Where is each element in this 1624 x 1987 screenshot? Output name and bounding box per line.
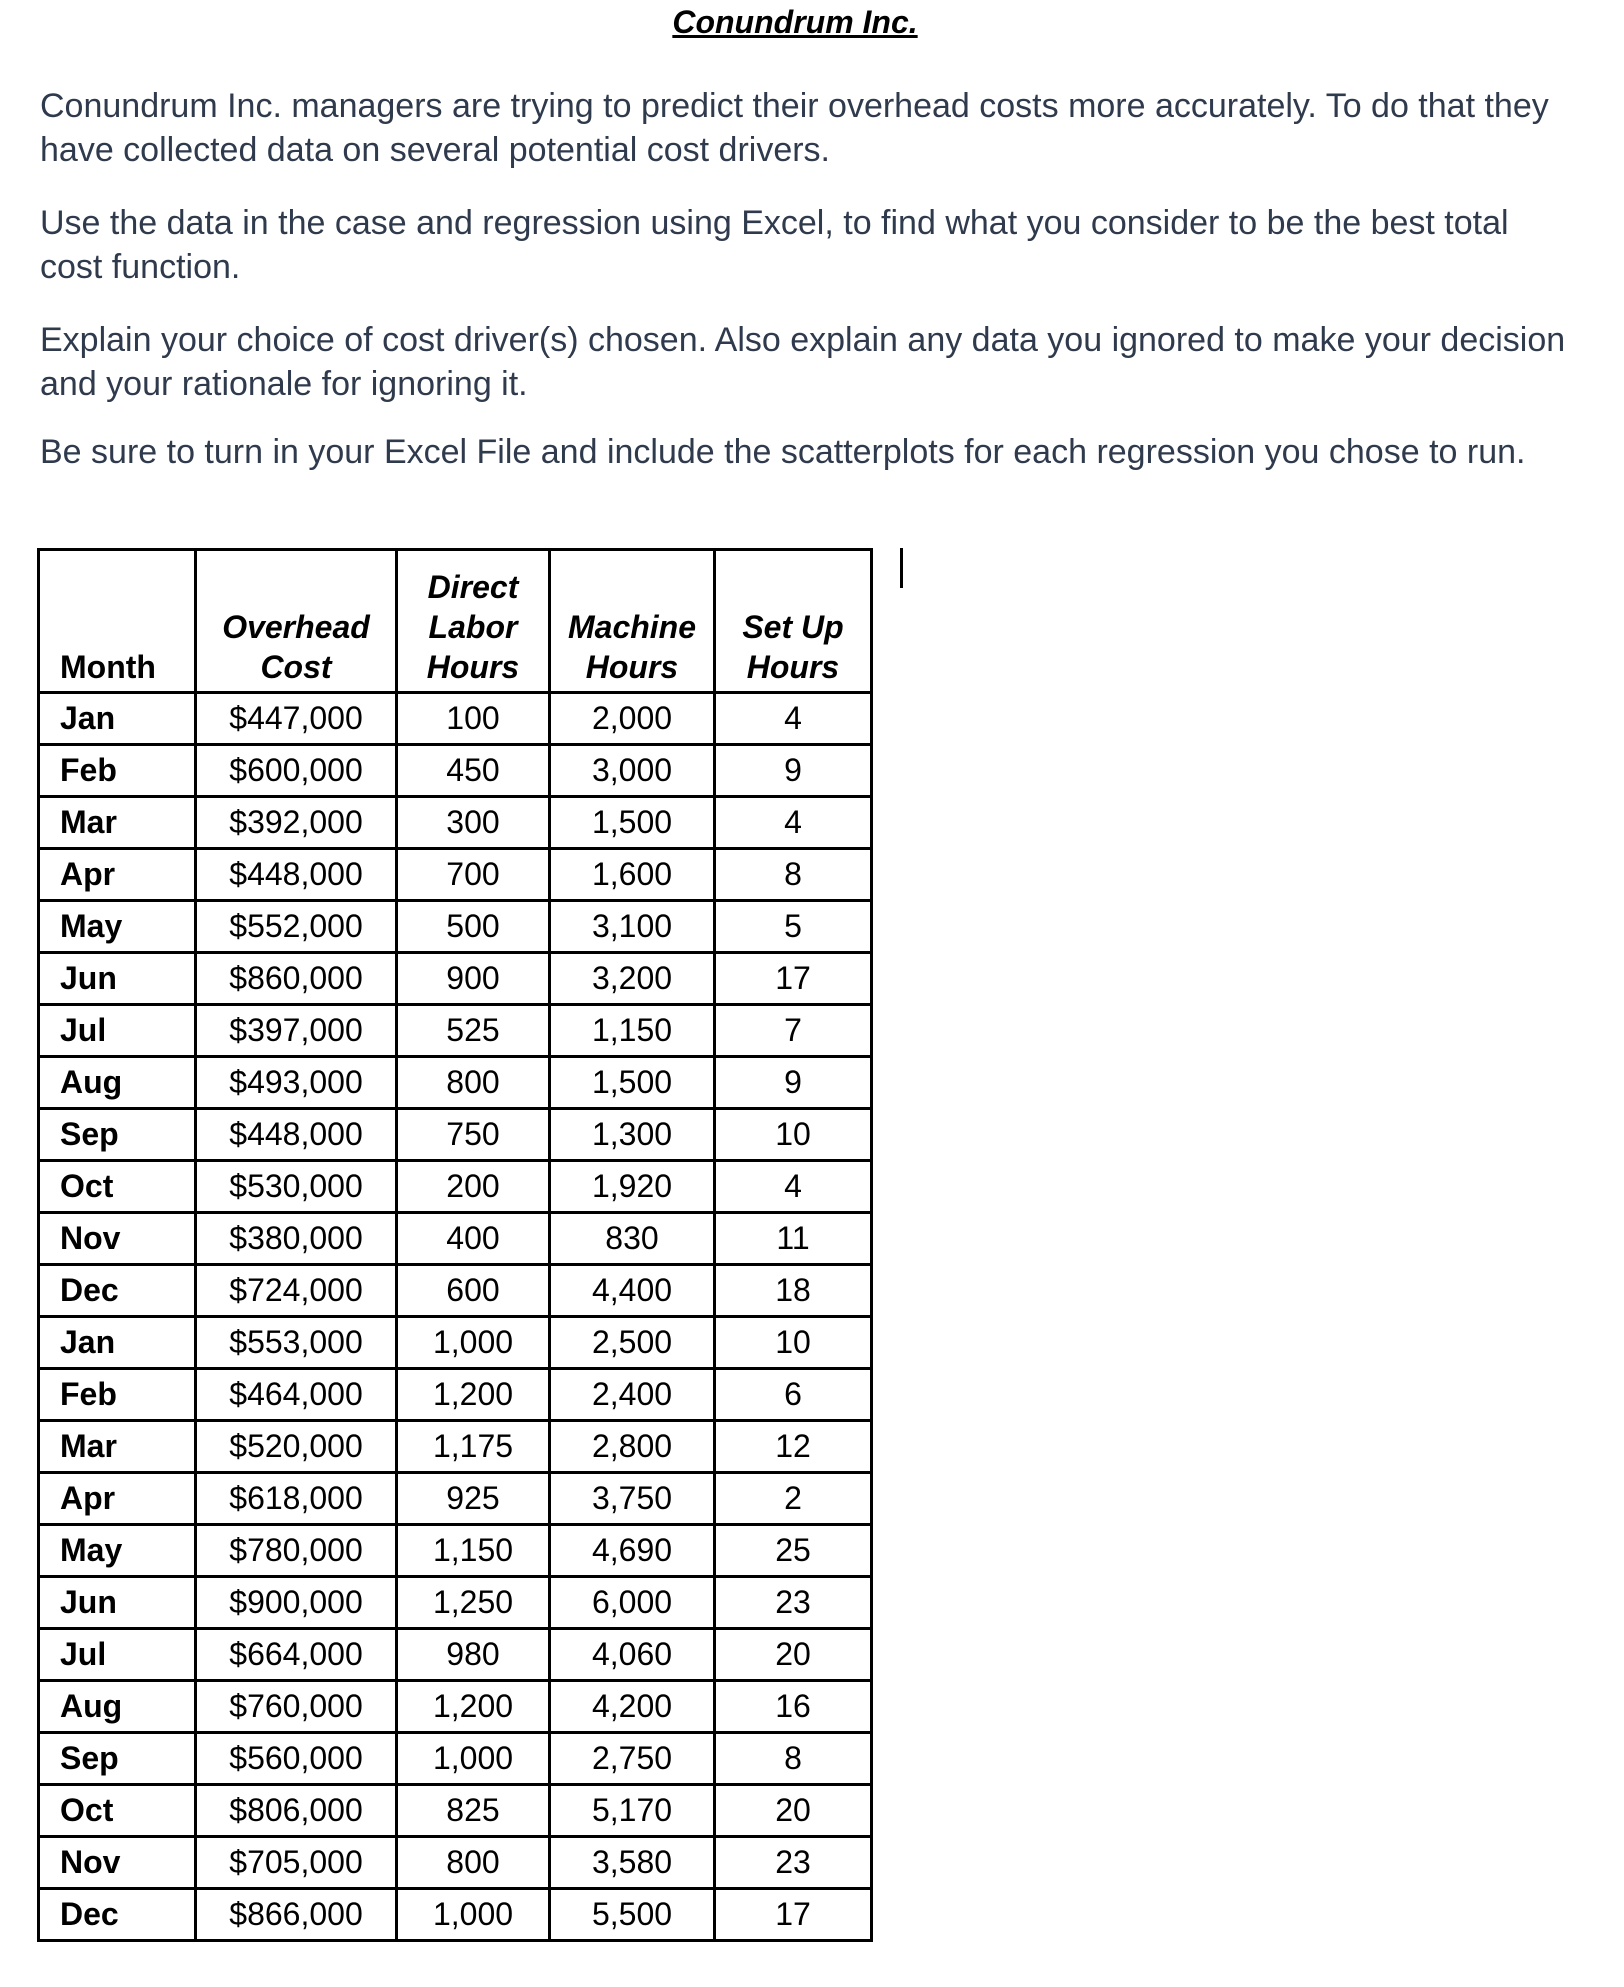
machine-hours-cell: 830 (550, 1213, 715, 1265)
machine-hours-cell: 2,500 (550, 1317, 715, 1369)
setup-hours-cell: 4 (715, 693, 872, 745)
direct-labor-hours-cell: 200 (397, 1161, 550, 1213)
header-machine-hours: Machine Hours (550, 550, 715, 693)
table-row (39, 1473, 872, 1525)
direct-labor-hours-cell: 300 (397, 797, 550, 849)
table-row (39, 1525, 872, 1577)
setup-hours-cell: 4 (715, 797, 872, 849)
month-cell: Sep (39, 1109, 196, 1161)
table-row (39, 693, 872, 745)
intro-paragraph: Conundrum Inc. managers are trying to predict their overhead costs more accurately. To do that they have collected data on several potential cost drivers. (40, 87, 1549, 169)
direct-labor-hours-cell: 1,250 (397, 1577, 550, 1629)
month-cell: Apr (39, 1473, 196, 1525)
machine-hours-cell: 6,000 (550, 1577, 715, 1629)
month-cell: Mar (39, 797, 196, 849)
direct-labor-hours-cell: 525 (397, 1005, 550, 1057)
month-cell: Sep (39, 1733, 196, 1785)
month-cell: Jan (39, 693, 196, 745)
machine-hours-cell: 1,300 (550, 1109, 715, 1161)
setup-hours-cell: 12 (715, 1421, 872, 1473)
month-cell: Nov (39, 1837, 196, 1889)
overhead-cost-cell: $530,000 (196, 1161, 397, 1213)
setup-hours-cell: 8 (715, 1733, 872, 1785)
setup-hours-cell: 7 (715, 1005, 872, 1057)
instruction-paragraph: Use the data in the case and regression using Excel, to find what you consider to be the best total cost function. (40, 204, 1509, 286)
table-row (39, 1317, 872, 1369)
table-row (39, 1681, 872, 1733)
machine-hours-cell: 3,580 (550, 1837, 715, 1889)
month-cell: Oct (39, 1785, 196, 1837)
overhead-cost-cell: $600,000 (196, 745, 397, 797)
submission-paragraph: Be sure to turn in your Excel File and include the scatterplots for each regression you chose to run. (40, 433, 1526, 471)
direct-labor-hours-cell: 700 (397, 849, 550, 901)
overhead-cost-cell: $493,000 (196, 1057, 397, 1109)
table-row (39, 1889, 872, 1941)
overhead-cost-cell: $806,000 (196, 1785, 397, 1837)
machine-hours-cell: 1,500 (550, 797, 715, 849)
machine-hours-cell: 5,170 (550, 1785, 715, 1837)
direct-labor-hours-cell: 1,000 (397, 1317, 550, 1369)
table-row (39, 1629, 872, 1681)
header-setup-hours: Set Up Hours (715, 550, 872, 693)
direct-labor-hours-cell: 925 (397, 1473, 550, 1525)
table-row (39, 745, 872, 797)
machine-hours-cell: 4,060 (550, 1629, 715, 1681)
setup-hours-cell: 9 (715, 745, 872, 797)
machine-hours-cell: 1,500 (550, 1057, 715, 1109)
month-cell: Nov (39, 1213, 196, 1265)
overhead-cost-cell: $397,000 (196, 1005, 397, 1057)
overhead-cost-cell: $760,000 (196, 1681, 397, 1733)
machine-hours-cell: 4,200 (550, 1681, 715, 1733)
month-cell: Jun (39, 1577, 196, 1629)
overhead-cost-cell: $900,000 (196, 1577, 397, 1629)
month-cell: May (39, 1525, 196, 1577)
table-row (39, 797, 872, 849)
table-row (39, 1733, 872, 1785)
table-row (39, 1577, 872, 1629)
month-cell: Feb (39, 1369, 196, 1421)
setup-hours-cell: 23 (715, 1837, 872, 1889)
overhead-cost-cell: $618,000 (196, 1473, 397, 1525)
direct-labor-hours-cell: 500 (397, 901, 550, 953)
overhead-cost-cell: $464,000 (196, 1369, 397, 1421)
setup-hours-cell: 5 (715, 901, 872, 953)
setup-hours-cell: 25 (715, 1525, 872, 1577)
table-header-row (39, 550, 872, 693)
overhead-cost-cell: $780,000 (196, 1525, 397, 1577)
overhead-cost-cell: $392,000 (196, 797, 397, 849)
overhead-cost-cell: $553,000 (196, 1317, 397, 1369)
machine-hours-cell: 2,400 (550, 1369, 715, 1421)
table-row (39, 1005, 872, 1057)
table-row (39, 1837, 872, 1889)
setup-hours-cell: 11 (715, 1213, 872, 1265)
direct-labor-hours-cell: 1,000 (397, 1889, 550, 1941)
month-cell: May (39, 901, 196, 953)
month-cell: Jan (39, 1317, 196, 1369)
table-body (39, 693, 872, 1941)
machine-hours-cell: 3,000 (550, 745, 715, 797)
overhead-cost-cell: $448,000 (196, 849, 397, 901)
direct-labor-hours-cell: 1,175 (397, 1421, 550, 1473)
month-cell: Oct (39, 1161, 196, 1213)
setup-hours-cell: 23 (715, 1577, 872, 1629)
month-cell: Feb (39, 745, 196, 797)
machine-hours-cell: 1,920 (550, 1161, 715, 1213)
table-row (39, 1421, 872, 1473)
month-cell: Aug (39, 1681, 196, 1733)
machine-hours-cell: 1,150 (550, 1005, 715, 1057)
month-cell: Dec (39, 1889, 196, 1941)
direct-labor-hours-cell: 100 (397, 693, 550, 745)
document-title: Conundrum Inc. (672, 4, 918, 40)
table-row (39, 1369, 872, 1421)
header-direct-labor-hours: Direct Labor Hours (397, 550, 550, 693)
header-month: Month (39, 550, 196, 693)
setup-hours-cell: 20 (715, 1629, 872, 1681)
overhead-cost-cell: $552,000 (196, 901, 397, 953)
direct-labor-hours-cell: 1,200 (397, 1681, 550, 1733)
table-row (39, 1057, 872, 1109)
overhead-cost-cell: $664,000 (196, 1629, 397, 1681)
month-cell: Dec (39, 1265, 196, 1317)
direct-labor-hours-cell: 825 (397, 1785, 550, 1837)
table-row (39, 901, 872, 953)
direct-labor-hours-cell: 1,150 (397, 1525, 550, 1577)
direct-labor-hours-cell: 600 (397, 1265, 550, 1317)
overhead-cost-cell: $520,000 (196, 1421, 397, 1473)
setup-hours-cell: 8 (715, 849, 872, 901)
setup-hours-cell: 6 (715, 1369, 872, 1421)
setup-hours-cell: 10 (715, 1317, 872, 1369)
direct-labor-hours-cell: 800 (397, 1837, 550, 1889)
machine-hours-cell: 3,100 (550, 901, 715, 953)
setup-hours-cell: 2 (715, 1473, 872, 1525)
table-row (39, 1785, 872, 1837)
machine-hours-cell: 2,750 (550, 1733, 715, 1785)
setup-hours-cell: 18 (715, 1265, 872, 1317)
machine-hours-cell: 3,200 (550, 953, 715, 1005)
month-cell: Jul (39, 1005, 196, 1057)
table-row (39, 1265, 872, 1317)
direct-labor-hours-cell: 750 (397, 1109, 550, 1161)
text-cursor (900, 548, 903, 588)
direct-labor-hours-cell: 900 (397, 953, 550, 1005)
setup-hours-cell: 9 (715, 1057, 872, 1109)
month-cell: Apr (39, 849, 196, 901)
setup-hours-cell: 17 (715, 1889, 872, 1941)
direct-labor-hours-cell: 800 (397, 1057, 550, 1109)
month-cell: Jul (39, 1629, 196, 1681)
overhead-cost-cell: $560,000 (196, 1733, 397, 1785)
machine-hours-cell: 4,690 (550, 1525, 715, 1577)
overhead-cost-cell: $866,000 (196, 1889, 397, 1941)
overhead-cost-cell: $447,000 (196, 693, 397, 745)
cost-data-table (37, 548, 873, 1942)
table-row (39, 1109, 872, 1161)
setup-hours-cell: 16 (715, 1681, 872, 1733)
overhead-cost-cell: $448,000 (196, 1109, 397, 1161)
table-row (39, 953, 872, 1005)
machine-hours-cell: 5,500 (550, 1889, 715, 1941)
overhead-cost-cell: $860,000 (196, 953, 397, 1005)
direct-labor-hours-cell: 1,000 (397, 1733, 550, 1785)
overhead-cost-cell: $705,000 (196, 1837, 397, 1889)
explanation-paragraph: Explain your choice of cost driver(s) chosen. Also explain any data you ignored to make your decision and your rationale for ignoring it. (40, 321, 1566, 403)
table-row (39, 1213, 872, 1265)
machine-hours-cell: 2,800 (550, 1421, 715, 1473)
month-cell: Aug (39, 1057, 196, 1109)
table-row (39, 849, 872, 901)
month-cell: Jun (39, 953, 196, 1005)
machine-hours-cell: 1,600 (550, 849, 715, 901)
direct-labor-hours-cell: 980 (397, 1629, 550, 1681)
setup-hours-cell: 17 (715, 953, 872, 1005)
overhead-cost-cell: $380,000 (196, 1213, 397, 1265)
setup-hours-cell: 4 (715, 1161, 872, 1213)
direct-labor-hours-cell: 400 (397, 1213, 550, 1265)
month-cell: Mar (39, 1421, 196, 1473)
machine-hours-cell: 2,000 (550, 693, 715, 745)
table-row (39, 1161, 872, 1213)
machine-hours-cell: 3,750 (550, 1473, 715, 1525)
machine-hours-cell: 4,400 (550, 1265, 715, 1317)
setup-hours-cell: 20 (715, 1785, 872, 1837)
overhead-cost-cell: $724,000 (196, 1265, 397, 1317)
setup-hours-cell: 10 (715, 1109, 872, 1161)
direct-labor-hours-cell: 1,200 (397, 1369, 550, 1421)
header-overhead-cost: Overhead Cost (196, 550, 397, 693)
direct-labor-hours-cell: 450 (397, 745, 550, 797)
